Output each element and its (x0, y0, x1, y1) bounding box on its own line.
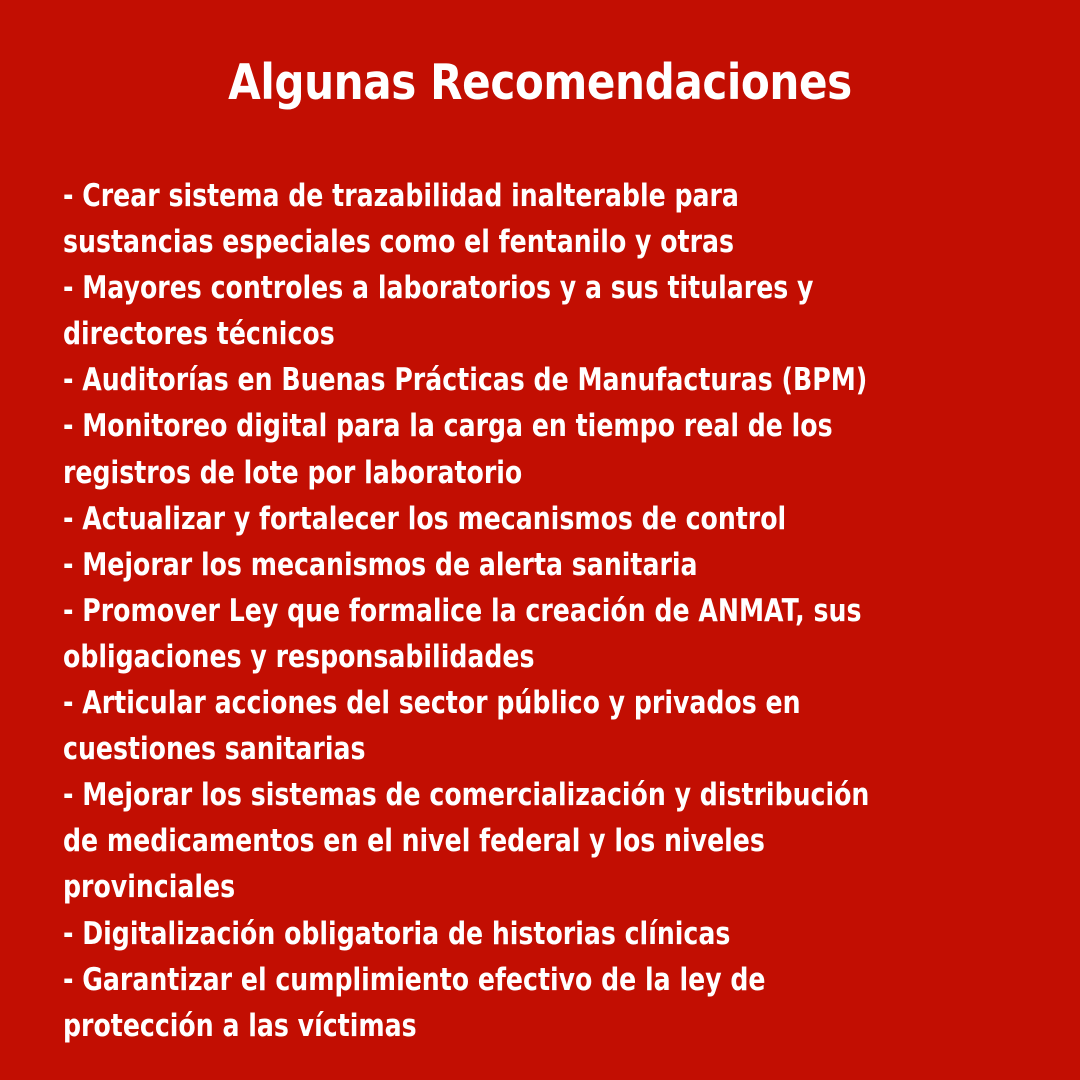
recommendation-line: registros de lote por laboratorio (63, 454, 523, 491)
recommendation-item (63, 403, 943, 495)
recommendation-line: protección a las víctimas (63, 1007, 417, 1044)
recommendation-line: de medicamentos en el nivel federal y los niveles (63, 823, 765, 860)
recommendation-line: - Monitoreo digital para la carga en tiempo real de los (63, 408, 833, 445)
recommendation-line: - Mayores controles a laboratorios y a sus titulares y (63, 270, 814, 307)
recommendation-line: - Garantizar el cumplimiento efectivo de la ley de (63, 961, 766, 998)
recommendation-line: - Actualizar y fortalecer los mecanismos de control (63, 500, 787, 537)
recommendation-line: - Articular acciones del sector público y privados en (63, 685, 801, 722)
recommendation-line: cuestiones sanitarias (63, 731, 366, 768)
recommendation-line: - Auditorías en Buenas Prácticas de Manufacturas (BPM) (63, 362, 868, 399)
recommendation-line: sustancias especiales como el fentanilo y otras (63, 224, 735, 261)
recommendation-item (63, 265, 943, 357)
page-title: Algunas Recomendaciones (228, 54, 852, 111)
recommendation-line: - Mejorar los sistemas de comercialización y distribución (63, 777, 870, 814)
recommendation-line: provinciales (63, 869, 236, 906)
recommendation-line: directores técnicos (63, 316, 335, 353)
recommendation-item (63, 357, 943, 403)
recommendation-item (63, 588, 943, 680)
recommendation-item (63, 772, 943, 910)
recommendation-line: - Digitalización obligatoria de historias clínicas (63, 915, 731, 952)
recommendation-line: - Mejorar los mecanismos de alerta sanitaria (63, 546, 698, 583)
recommendation-item (63, 496, 943, 542)
recommendation-item (63, 542, 943, 588)
recommendation-item (63, 957, 943, 1049)
recommendation-line: obligaciones y responsabilidades (63, 638, 535, 675)
recommendation-item (63, 911, 943, 957)
recommendation-item (63, 173, 943, 265)
recommendations-list (63, 173, 943, 1049)
recommendation-line: - Crear sistema de trazabilidad inalterable para (63, 178, 739, 214)
recommendation-item (63, 680, 943, 772)
recommendation-line: - Promover Ley que formalice la creación de ANMAT, sus (63, 592, 862, 629)
